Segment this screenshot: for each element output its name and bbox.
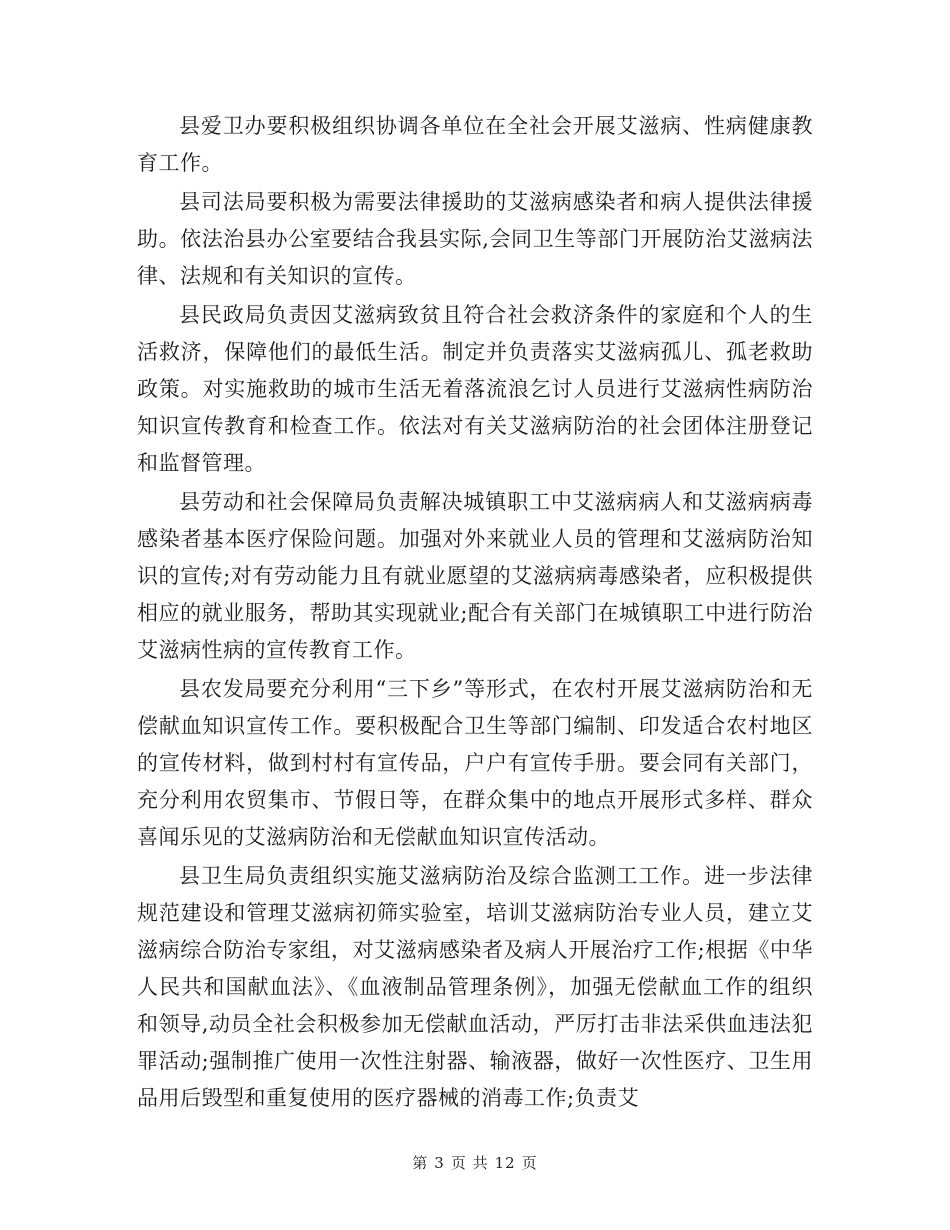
footer-prefix: 第 bbox=[412, 1154, 429, 1172]
paragraph-health-bureau: 县卫生局负责组织实施艾滋病防治及综合监测工工作。进一步法律规范建设和管理艾滋病初筛实验室，培训艾滋病防治专业人员，建立艾滋病综合防治专家组，对艾滋病感染者及病人开展治疗工作;根据《中华人民共和国献血法》、《血液制品管理条例》，加强无偿献血工作的组织和领导,动员全社会积极参加无偿献血活动，严厉打击非法采供血违法犯罪活动;强制推广使用一次性注射器、输液器，做好一次性医疗、卫生用品用后毁型和重复使用的医疗器械的消毒工作;负责艾 bbox=[137, 864, 813, 1110]
footer-middle: 页 共 bbox=[450, 1154, 489, 1172]
paragraph-judicial-bureau: 县司法局要积极为需要法律援助的艾滋病感染者和病人提供法律援助。依法治县办公室要结合我县实际,会同卫生等部门开展防治艾滋病法律、法规和有关知识的宣传。 bbox=[137, 190, 813, 288]
page-footer bbox=[0, 1152, 950, 1173]
paragraph-civil-affairs: 县民政局负责因艾滋病致贫且符合社会救济条件的家庭和个人的生活救济，保障他们的最低生活。制定并负责落实艾滋病孤儿、孤老救助政策。对实施救助的城市生活无着落流浪乞讨人员进行艾滋病性病防治知识宣传教育和检查工作。依法对有关艾滋病防治的社会团体注册登记和监督管理。 bbox=[137, 303, 813, 475]
paragraph-health-education: 县爱卫办要积极组织协调各单位在全社会开展艾滋病、性病健康教育工作。 bbox=[137, 114, 813, 175]
document-body bbox=[137, 108, 813, 1119]
paragraph-labor-social-security: 县劳动和社会保障局负责解决城镇职工中艾滋病病人和艾滋病病毒感染者基本医疗保险问题。加强对外来就业人员的管理和艾滋病防治知识的宣传;对有劳动能力且有就业愿望的艾滋病病毒感染者，应积极提供相应的就业服务，帮助其实现就业;配合有关部门在城镇职工中进行防治艾滋病性病的宣传教育工作。 bbox=[137, 490, 813, 662]
total-page-count: 12 bbox=[494, 1154, 516, 1172]
current-page-number: 3 bbox=[434, 1154, 445, 1172]
paragraph-agriculture-bureau: 县农发局要充分利用“三下乡”等形式，在农村开展艾滋病防治和无偿献血知识宣传工作。要积极配合卫生等部门编制、印发适合农村地区的宣传材料，做到村村有宣传品，户户有宣传手册。要会同有关部门，充分利用农贸集市、节假日等，在群众集中的地点开展形式多样、群众喜闻乐见的艾滋病防治和无偿献血知识宣传活动。 bbox=[137, 677, 813, 849]
footer-suffix: 页 bbox=[521, 1154, 538, 1172]
